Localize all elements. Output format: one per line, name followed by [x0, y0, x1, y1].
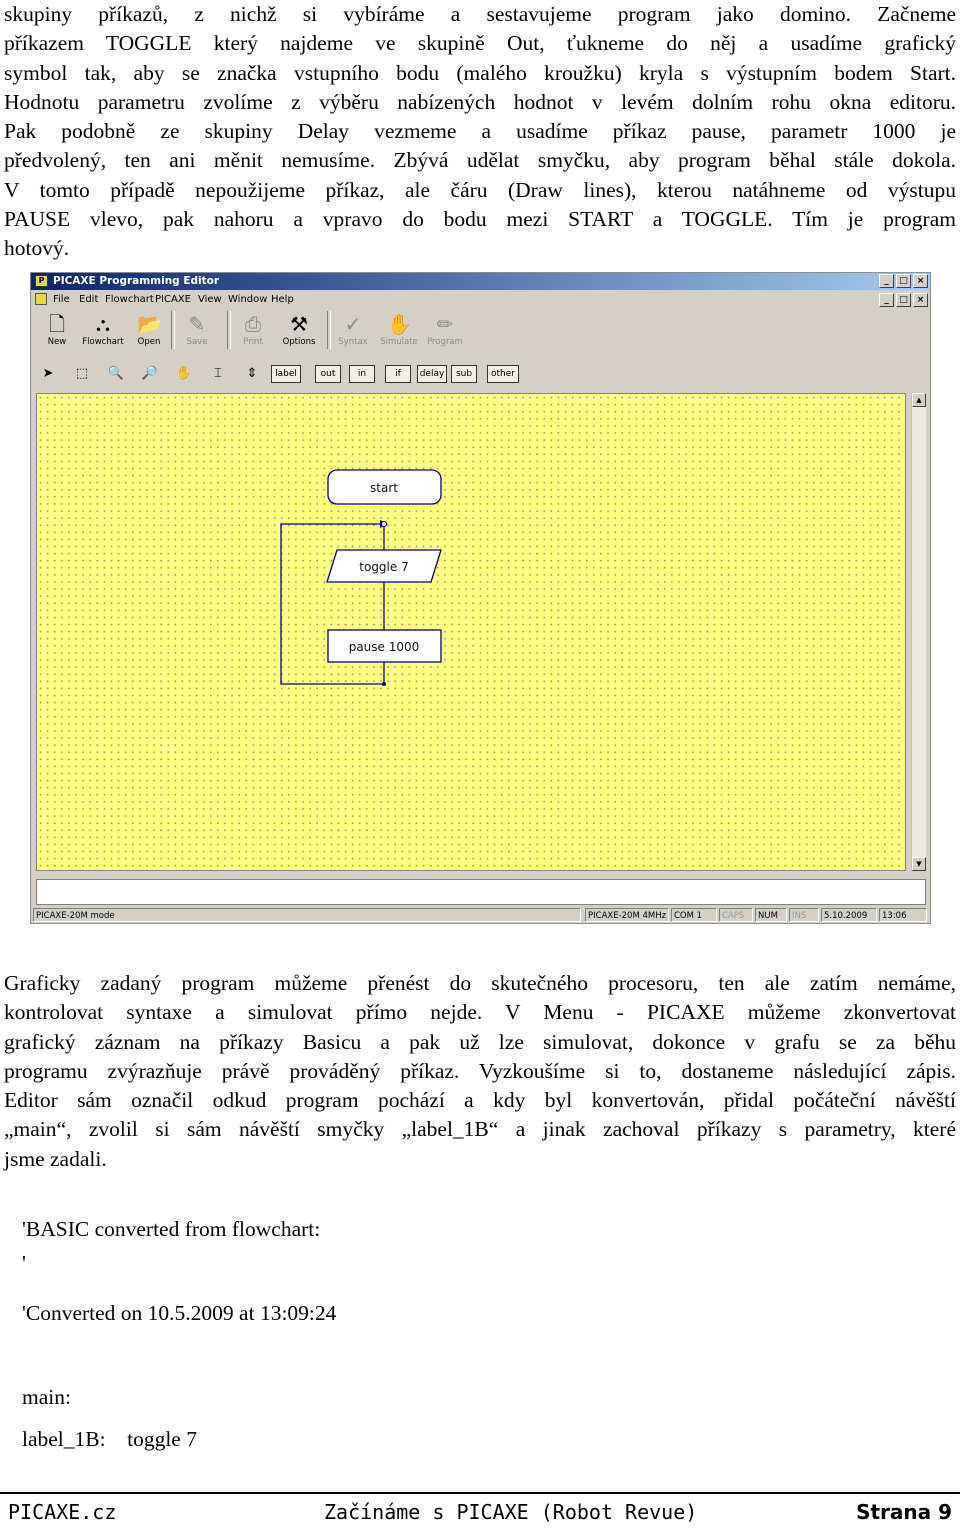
intro-line: příkazem TOGGLE který najdeme ve skupině Out, ťukneme do něj a usadíme grafický [4, 31, 956, 56]
tool-other[interactable] [487, 365, 519, 383]
scroll-down-icon[interactable]: ▼ [912, 857, 926, 871]
menu-flowchart[interactable]: Flowchart [105, 294, 154, 305]
explanation-line: programu zvýrazňuje právě prováděný příkaz. Vyzkoušíme si to, dostaneme následující zápis. [4, 1058, 956, 1083]
code-line: main: [22, 1385, 71, 1409]
connector-tool[interactable] [241, 363, 263, 385]
status-bar [31, 907, 930, 923]
menu-help[interactable]: Help [271, 294, 294, 305]
options-tools-icon: ⚒ [290, 312, 308, 336]
code-line: ' [22, 1251, 26, 1275]
code-line: 'BASIC converted from flowchart: [22, 1217, 321, 1241]
status-ins: INS [789, 908, 819, 922]
flowchart-toolbar [35, 361, 595, 387]
footer-site: PICAXE.cz [8, 1500, 117, 1524]
connector-icon: ⇕ [246, 366, 258, 381]
pan-hand-tool[interactable] [173, 363, 195, 385]
toolbar-button-new[interactable] [35, 309, 79, 351]
toolbar-button-label: Options [282, 337, 316, 347]
toolbar-button-label: Save [186, 337, 208, 347]
label-tool-icon: label [275, 369, 297, 379]
intro-line: hotový. [4, 236, 70, 261]
maximize-button[interactable]: □ [896, 274, 911, 288]
vertical-scrollbar[interactable] [911, 393, 926, 871]
minimize-button[interactable]: _ [879, 274, 894, 288]
menu-view[interactable]: View [198, 294, 222, 305]
child-close-button[interactable]: × [913, 293, 928, 307]
intro-paragraph [4, 0, 956, 264]
toolbar-button-simulate[interactable] [377, 309, 421, 351]
document-icon[interactable] [35, 293, 47, 305]
child-minimize-button[interactable]: _ [879, 293, 894, 307]
intro-line: skupiny příkazů, z nichž si vybíráme a sestavujeme program jako domino. Začneme [4, 2, 956, 26]
tool-in[interactable] [349, 365, 375, 383]
save-icon: ✎ [188, 312, 206, 336]
pause-output-point [382, 682, 386, 686]
delay-group-icon: delay [419, 369, 445, 379]
app-icon: P [35, 275, 48, 287]
toolbar-button-program[interactable] [423, 309, 467, 351]
tool-label[interactable] [271, 365, 301, 383]
status-num: NUM [755, 908, 787, 922]
code-line: 'Converted on 10.5.2009 at 13:09:24 [22, 1301, 337, 1325]
flowchart-canvas[interactable] [36, 393, 906, 871]
explanation-line: „main“, zvolil si sám návěští smyčky „label_1B“ a jinak zachoval příkazy s parametry, které [4, 1117, 956, 1142]
zoom-area-tool[interactable] [139, 363, 161, 385]
toolbar-button-flowchart[interactable] [81, 309, 125, 351]
scroll-up-icon[interactable]: ▲ [912, 393, 926, 407]
line-tool-icon: ⌶ [214, 366, 222, 381]
intro-line: PAUSE vlevo, pak nahoru a vpravo do bodu mezi START a TOGGLE. Tím je program [4, 207, 956, 232]
syntax-check-icon: ✓ [344, 312, 362, 336]
status-mode: PICAXE-20M mode [33, 908, 581, 922]
status-date: 5.10.2009 [821, 908, 877, 922]
tool-if[interactable] [385, 365, 411, 383]
tool-sub[interactable] [451, 365, 477, 383]
menu-edit[interactable]: Edit [79, 294, 99, 305]
intro-line: předvolený, ten ani měnit nemusíme. Zbývá udělat smyčku, aby program běhal stále dokola. [4, 148, 956, 173]
toolbar-button-syntax[interactable] [331, 309, 375, 351]
intro-line: Hodnotu parametru zvolíme z výběru nabízených hodnot v levém dolním rohu okna editoru. [4, 89, 956, 114]
toolbar-button-label: Simulate [380, 337, 418, 347]
flowchart-icon: ⛬ [96, 312, 110, 336]
code-line: label_1B: toggle 7 [22, 1427, 197, 1451]
status-chip: PICAXE-20M 4MHz [585, 908, 669, 922]
status-time: 13:06 [879, 908, 927, 922]
if-group-icon: if [395, 369, 401, 379]
menu-window[interactable]: Window [228, 294, 268, 305]
footer-page-number: Strana 9 [856, 1500, 952, 1524]
menu-bar [31, 291, 930, 308]
toolbar-button-print[interactable] [231, 309, 275, 351]
intro-line: Pak podobně ze skupiny Delay vezmeme a usadíme příkaz pause, parametr 1000 je [4, 119, 956, 144]
explanation-line: jsme zadali. [4, 1146, 107, 1171]
toolbar-button-save[interactable] [175, 309, 219, 351]
toolbar-button-label: New [47, 337, 67, 347]
footer-title: Začínáme s PICAXE (Robot Revue) [324, 1500, 698, 1524]
program-chip-icon: ✏ [436, 312, 454, 336]
sub-group-icon: sub [455, 369, 473, 379]
flowchart-diagram [37, 394, 906, 871]
explanation-line: Graficky zadaný program můžeme přenést do skutečného procesoru, ten ale zatím nemáme, [4, 971, 956, 995]
toolbar-button-label: Open [137, 337, 161, 347]
printer-icon: ⎙ [245, 312, 261, 336]
new-document-icon: 🗋 [48, 312, 66, 336]
out-group-icon: out [320, 369, 336, 379]
pause-label: pause 1000 [348, 640, 420, 654]
status-port: COM 1 [671, 908, 717, 922]
other-group-icon: other [491, 369, 515, 379]
explanation-line: Editor sám označil odkud program pochází a kdy byl konvertován, přidal počáteční návěští [4, 1088, 956, 1113]
junction-point [382, 522, 387, 527]
tool-delay[interactable] [417, 365, 447, 383]
child-restore-button[interactable]: □ [896, 293, 911, 307]
select-area-tool[interactable] [71, 363, 93, 385]
page-footer [0, 1492, 960, 1529]
editor-screenshot [30, 272, 931, 924]
zoom-tool[interactable] [105, 363, 127, 385]
zoom-icon: 🔍 [107, 366, 125, 381]
simulate-icon: ✋ [387, 312, 412, 336]
editor-title: PICAXE Programming Editor [53, 275, 220, 287]
line-tool-tool[interactable] [207, 363, 229, 385]
main-toolbar [35, 309, 475, 353]
select-arrow-tool[interactable] [37, 363, 59, 385]
intro-line: V tomto případě nepoužijeme příkaz, ale čáru (Draw lines), kterou natáhneme od výstupu [4, 177, 956, 202]
toggle-label: toggle 7 [359, 560, 409, 574]
menu-file[interactable]: File [53, 294, 70, 305]
select-arrow-icon: ➤ [42, 366, 54, 381]
horizontal-scrollbar[interactable] [36, 871, 906, 879]
zoom-area-icon: 🔎 [141, 366, 159, 381]
toolbar-button-options[interactable] [277, 309, 321, 351]
in-group-icon: in [357, 369, 367, 379]
toolbar-button-label: Program [427, 337, 463, 347]
close-button[interactable]: × [913, 274, 928, 288]
pan-hand-icon: ✋ [175, 366, 193, 381]
open-folder-icon: 📂 [137, 312, 162, 336]
intro-line: symbol tak, aby se značka vstupního bodu (malého kroužku) kryla s výstupním bodem Start. [4, 60, 956, 85]
explanation-line: kontrolovat syntaxe a simulovat přímo nejde. V Menu - PICAXE můžeme zkonvertovat [4, 1000, 956, 1025]
toolbar-button-open[interactable] [127, 309, 171, 351]
toolbar-button-label: Print [243, 337, 263, 347]
tool-out[interactable] [315, 365, 341, 383]
select-area-icon: ⬚ [75, 366, 89, 381]
toolbar-button-label: Syntax [338, 337, 368, 347]
explanation-line: grafický záznam na příkazy Basicu a pak už lze simulovat, dokonce v grafu se za běhu [4, 1029, 956, 1054]
editor-titlebar [31, 273, 930, 290]
start-label: start [370, 481, 398, 495]
explanation-paragraph [4, 969, 956, 1174]
status-caps: CAPS [719, 908, 753, 922]
menu-picaxe[interactable]: PICAXE [155, 294, 191, 305]
toolbar-button-label: Flowchart [82, 337, 124, 347]
parameter-bar[interactable] [36, 879, 926, 905]
